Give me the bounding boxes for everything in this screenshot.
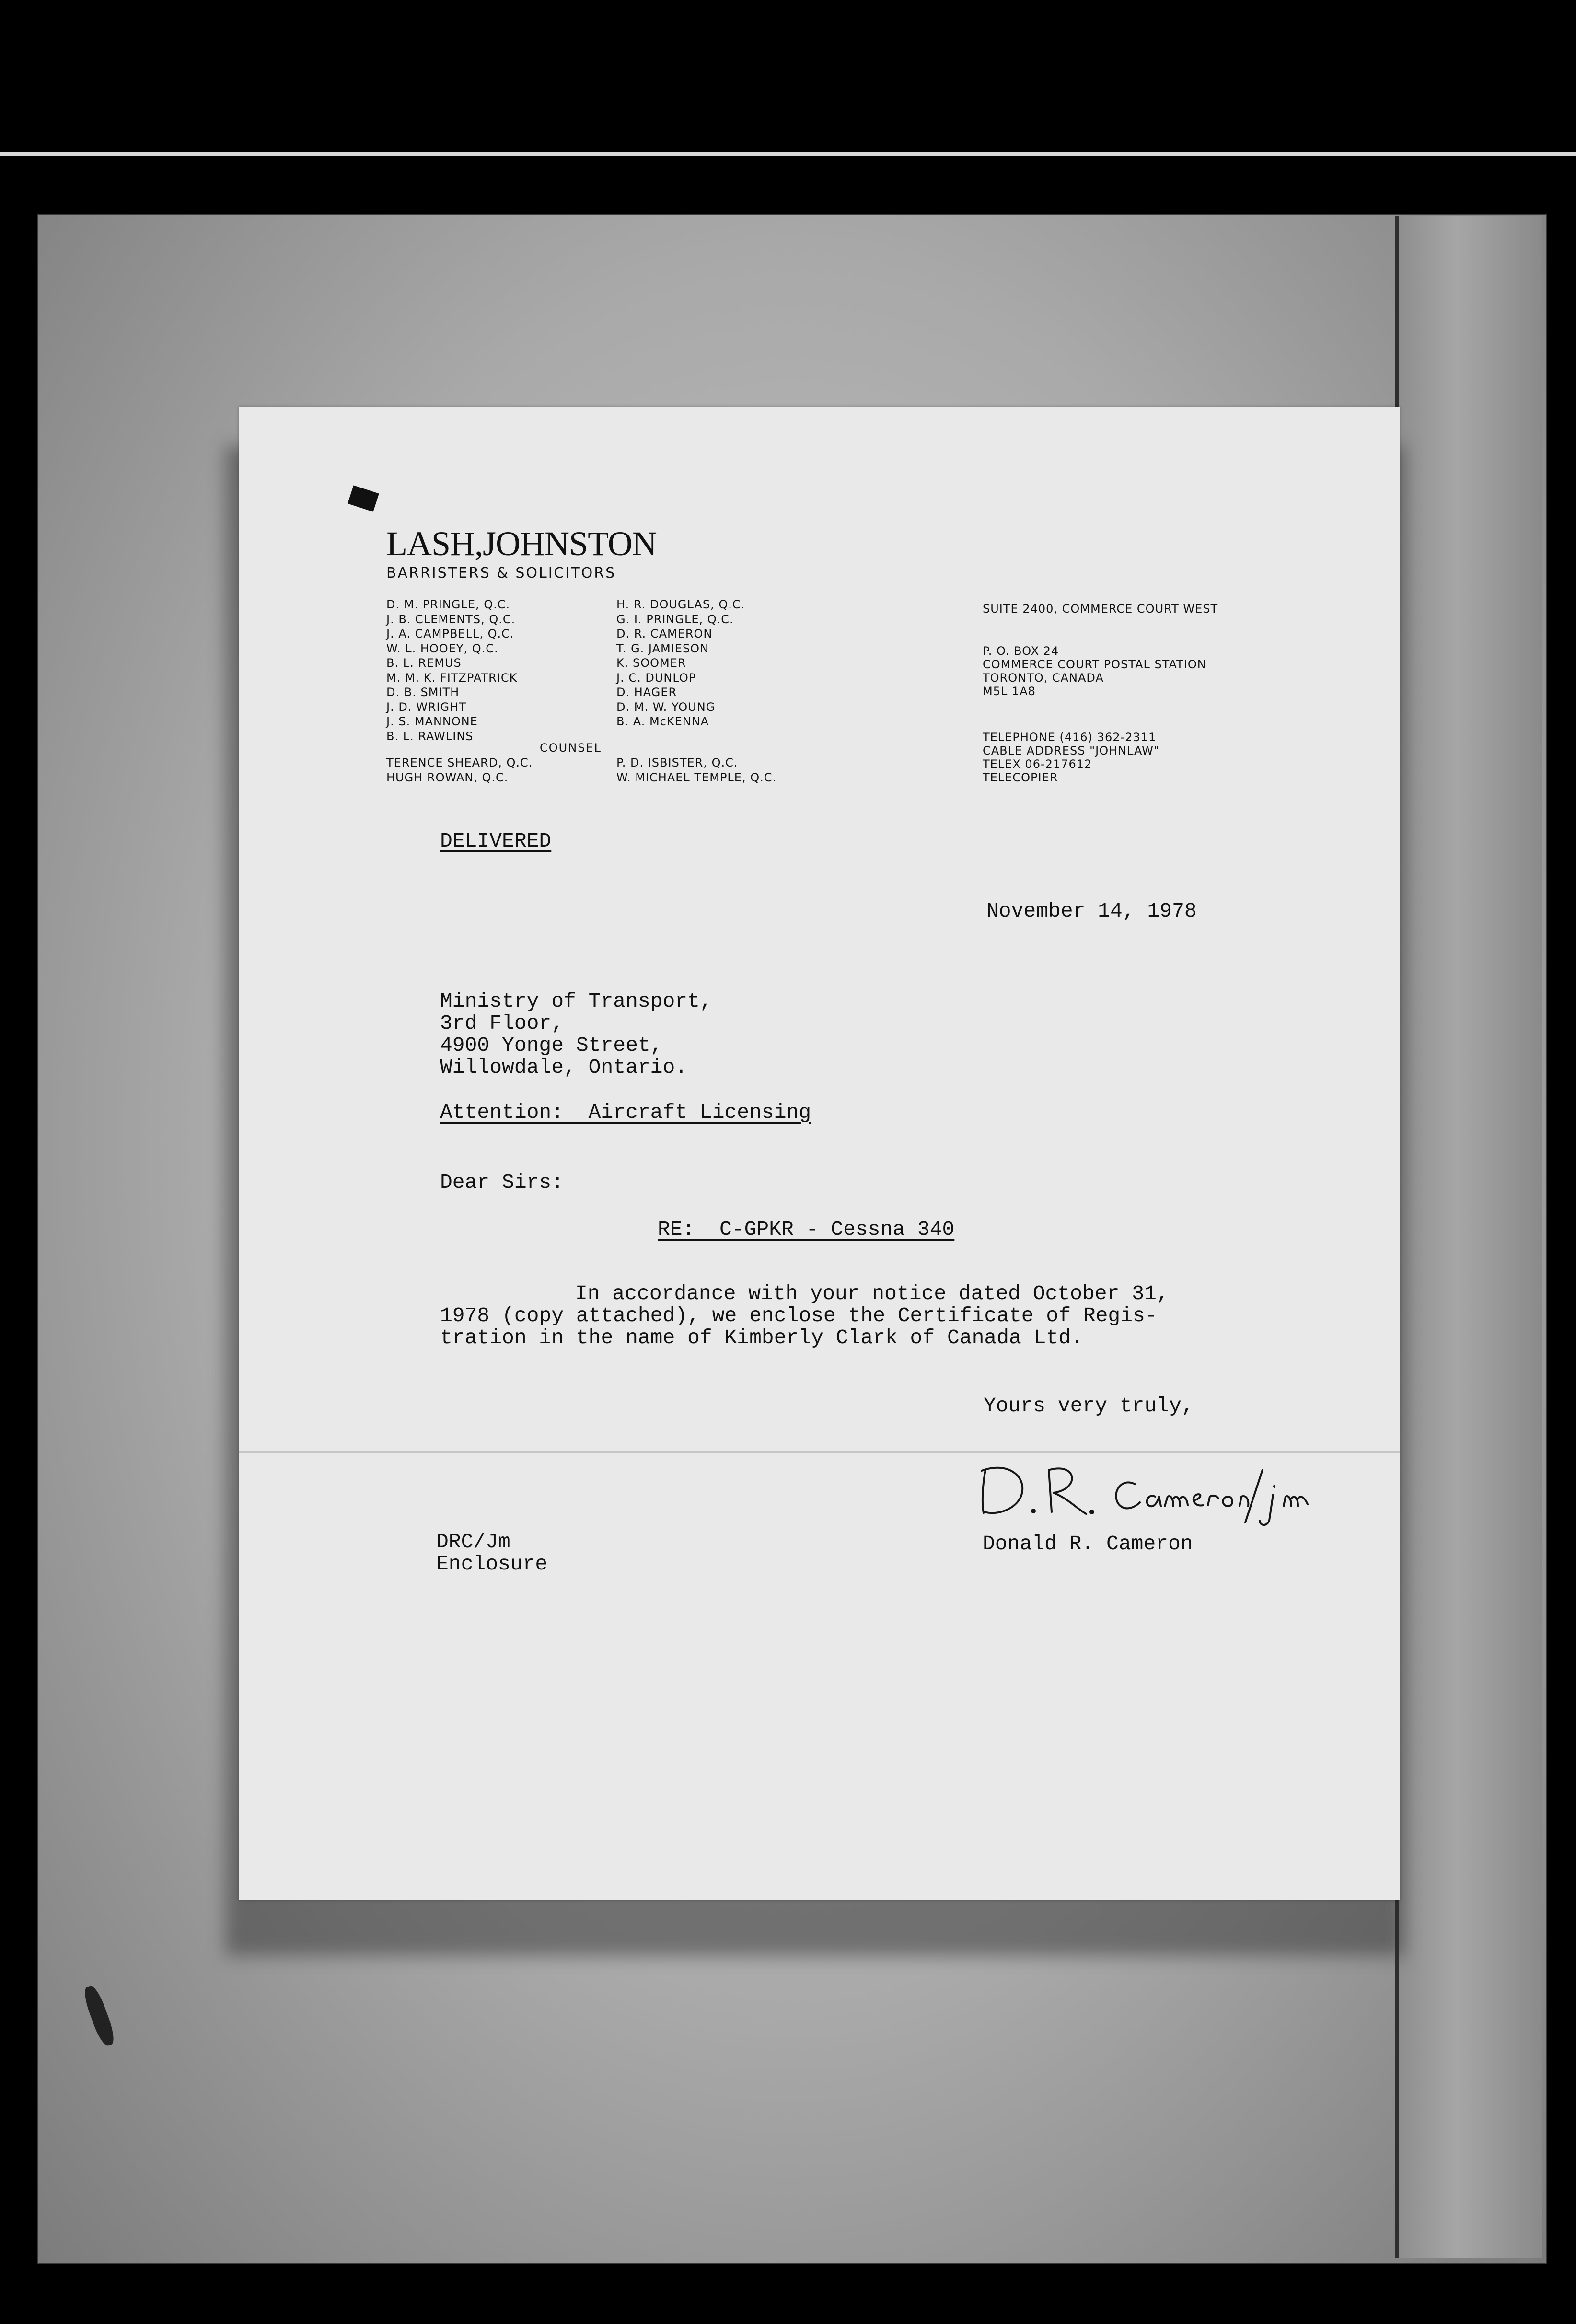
closing: Yours very truly,: [984, 1394, 1194, 1418]
address-line: TORONTO, CANADA: [983, 671, 1104, 685]
signer-name: Donald R. Cameron: [983, 1532, 1193, 1556]
board-right-panel: [1399, 216, 1542, 2258]
body-line: In accordance with your notice dated October 31,: [575, 1282, 1169, 1305]
partner-name: H. R. DOUGLAS, Q.C.: [616, 598, 745, 611]
contact-line: TELECOPIER: [983, 771, 1058, 784]
partner-name: D. R. CAMERON: [616, 627, 713, 640]
handwritten-signature: [977, 1451, 1322, 1527]
partner-name: J. S. MANNONE: [386, 715, 478, 728]
partner-name: J. B. CLEMENTS, Q.C.: [386, 612, 516, 626]
address-line: M5L 1A8: [983, 685, 1036, 698]
partners-column-2: [616, 597, 745, 729]
subject-line: RE: C-GPKR - Cessna 340: [658, 1218, 955, 1241]
counsel-label: COUNSEL: [540, 741, 602, 755]
counsel-column-1: [386, 755, 533, 785]
partner-name: D. M. W. YOUNG: [616, 700, 716, 714]
letter-page: [239, 407, 1400, 1900]
contact-line: TELEPHONE (416) 362-2311: [983, 731, 1157, 744]
address-po-block: [983, 644, 1206, 698]
partner-name: W. L. HOOEY, Q.C.: [386, 641, 498, 655]
address-line: COMMERCE COURT POSTAL STATION: [983, 658, 1206, 671]
body-line: 1978 (copy attached), we enclose the Certificate of Regis-: [440, 1304, 1158, 1327]
salutation: Dear Sirs:: [440, 1171, 564, 1194]
recipient-line: 3rd Floor,: [440, 1011, 564, 1035]
attention-line: Attention: Aircraft Licensing: [440, 1101, 811, 1124]
recipient-line: 4900 Yonge Street,: [440, 1034, 663, 1057]
partner-name: G. I. PRINGLE, Q.C.: [616, 612, 734, 626]
address-suite: SUITE 2400, COMMERCE COURT WEST: [983, 602, 1218, 616]
counsel-name: W. MICHAEL TEMPLE, Q.C.: [616, 770, 777, 784]
partner-name: D. HAGER: [616, 686, 677, 699]
firm-subtitle: BARRISTERS & SOLICITORS: [386, 565, 616, 581]
partner-name: B. L. REMUS: [386, 656, 462, 670]
delivery-note: DELIVERED: [440, 829, 552, 853]
partner-name: M. M. K. FITZPATRICK: [386, 671, 518, 685]
contact-line: TELEX 06-217612: [983, 757, 1092, 771]
reference-initials: DRC/Jm: [436, 1530, 510, 1554]
partner-name: B. A. McKENNA: [616, 715, 709, 728]
partner-name: J. D. WRIGHT: [386, 700, 466, 714]
counsel-name: HUGH ROWAN, Q.C.: [386, 770, 509, 784]
recipient-line: Ministry of Transport,: [440, 989, 712, 1013]
partner-name: D. B. SMITH: [386, 686, 460, 699]
partners-column-1: [386, 597, 517, 744]
partner-name: K. SOOMER: [616, 656, 686, 670]
counsel-column-2: [616, 755, 776, 785]
firm-name: LASH,JOHNSTON: [386, 524, 657, 563]
partner-name: B. L. RAWLINS: [386, 729, 474, 743]
address-contact-block: [983, 731, 1159, 784]
counsel-name: P. D. ISBISTER, Q.C.: [616, 756, 738, 769]
partner-name: J. A. CAMPBELL, Q.C.: [386, 627, 514, 640]
body-line: tration in the name of Kimberly Clark of Canada Ltd.: [440, 1326, 1083, 1349]
address-line: P. O. BOX 24: [983, 644, 1059, 658]
partner-name: J. C. DUNLOP: [616, 671, 696, 685]
film-frame-line: [0, 152, 1576, 156]
partner-name: T. G. JAMIESON: [616, 641, 709, 655]
counsel-name: TERENCE SHEARD, Q.C.: [386, 756, 533, 769]
letter-date: November 14, 1978: [986, 899, 1197, 923]
enclosure-note: Enclosure: [436, 1552, 548, 1576]
recipient-line: Willowdale, Ontario.: [440, 1056, 688, 1079]
flag-mark-icon: [348, 485, 379, 511]
partner-name: D. M. PRINGLE, Q.C.: [386, 598, 510, 611]
contact-line: CABLE ADDRESS "JOHNLAW": [983, 744, 1159, 757]
